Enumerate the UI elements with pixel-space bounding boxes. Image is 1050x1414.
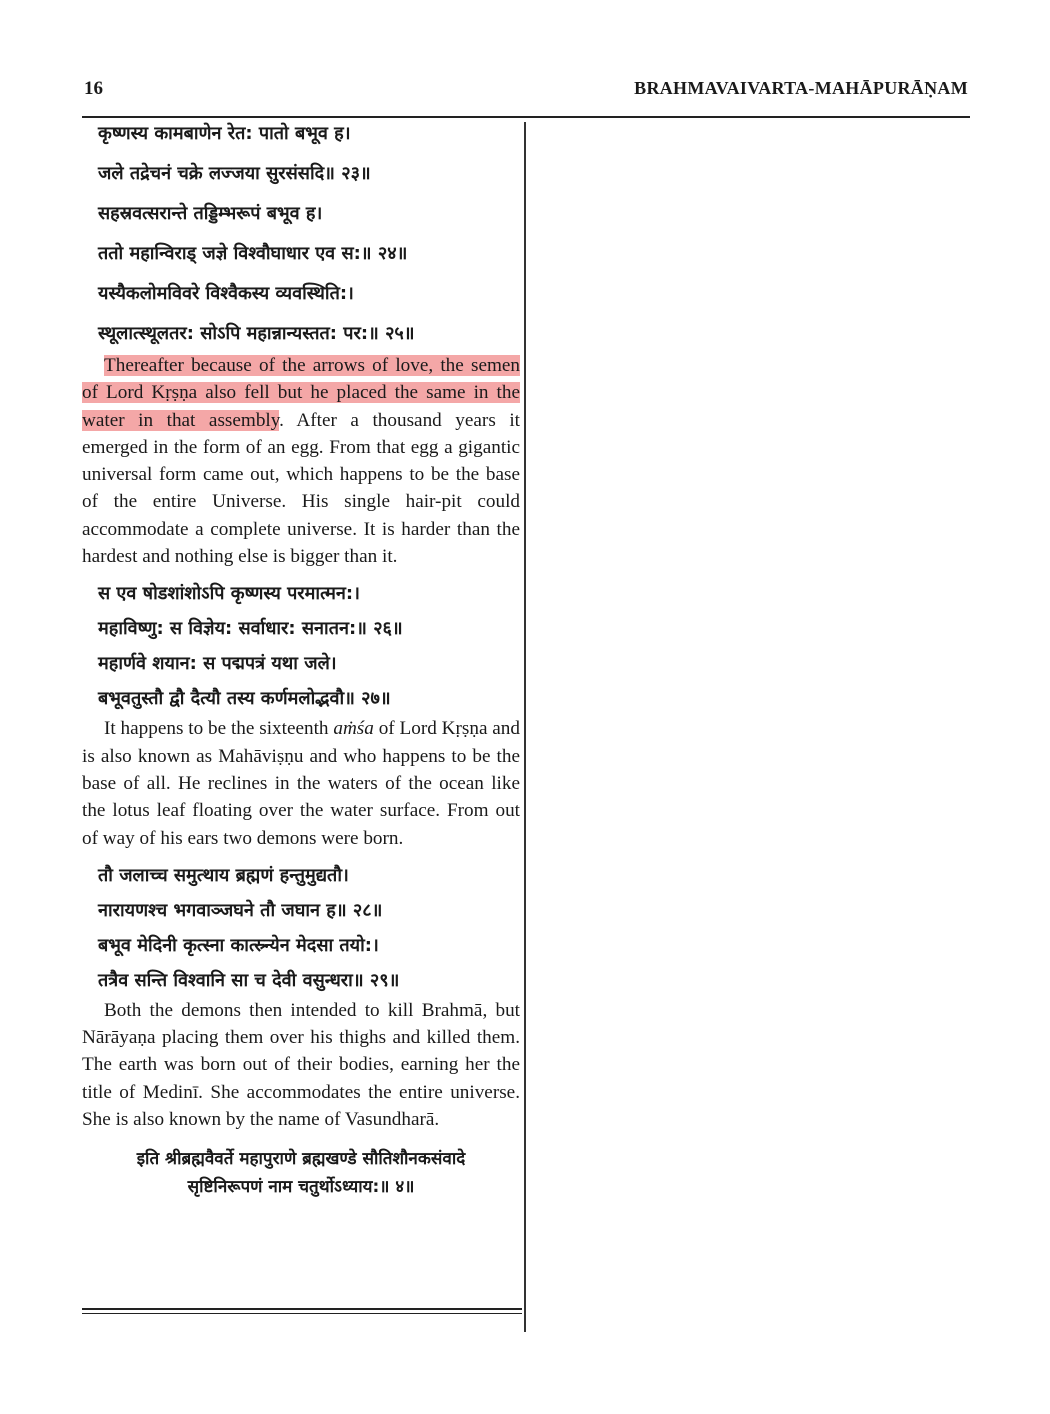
paragraph-text: It happens to be the sixteenth [104,718,334,740]
translation-paragraph-1 [82,352,520,570]
footer-rule [82,1308,522,1310]
sloka-line: यस्यैकलोमविवरे विश्वैकस्य व्यवस्थिति:। [98,283,354,304]
header-rule [82,116,970,118]
italic-term: aṁśa [333,718,374,740]
sloka-line: जले तद्रेचनं चक्रे लज्जया सुरसंसदि॥ २३॥ [98,163,371,184]
column-divider [524,122,526,1332]
translation-paragraph-2 [82,715,520,851]
page-header [82,78,970,104]
sloka-line: नारायणश्च भगवाञ्जघने तौ जघान ह॥ २८॥ [98,899,383,921]
sloka-line: महार्णवे शयान: स पद्मपत्रं यथा जले। [98,653,337,675]
sloka-line: तौ जलाच्च समुत्थाय ब्रह्मणं हन्तुमुद्यतौ। [98,864,349,886]
paragraph-text: of Lord Kṛṣṇa and is also known as Mahāviṣṇu and who happens to be the base of all. He reclines in the waters of the ocean like the lotus leaf floating over the water surface. From out of way of his ears two demons were born. [82,718,520,849]
verse-block-23-25 [82,122,520,346]
translation-paragraph-3: Both the demons then intended to kill Brahmā, but Nārāyaṇa placing them over his thighs and killed them. The earth was born out of their bodies, earning her the title of Medinī. She accommodates the entire universe. She is also known by the name of Vasundharā. [82,999,520,1131]
sloka-line: तत्रैव सन्ति विश्वानि सा च देवी वसुन्धरा॥ २९॥ [98,969,400,991]
highlighted-text: Thereafter because of the arrows of love, the semen of Lord Kṛṣṇa also fell but he placed the same in the water in that assembly [82,355,520,431]
sloka-line: ततो महान्विराड् जज्ञे विश्वौघाधार एव स:॥ २४॥ [98,243,408,264]
verse-block-28-29 [82,864,520,993]
colophon-line: सृष्टिनिरूपणं नाम चतुर्थोऽध्याय:॥ ४॥ [187,1177,415,1198]
sloka-line: स एव षोडशांशोऽपि कृष्णस्य परमात्मन:। [98,583,360,605]
running-title: BRAHMAVAIVARTA-MAHĀPURĀṆAM [634,78,968,98]
sloka-line: बभूव मेदिनी कृत्स्ना कात्स्र्न्येन मेदसा तयो:। [98,934,379,956]
sloka-line: कृष्णस्य कामबाणेन रेत: पातो बभूव ह। [98,123,351,144]
page-number: 16 [84,78,103,99]
footer-rule [82,1313,522,1314]
sloka-line: बभूवतुस्तौ द्वौ दैत्यौ तस्य कर्णमलोद्भवौ॥ २७॥ [98,688,391,710]
sloka-line: महाविष्णु: स विज्ञेय: सर्वाधार: सनातन:॥ २६॥ [98,618,403,640]
sloka-line: स्थूलात्स्थूलतर: सोऽपि महान्नान्यस्तत: पर:॥ २५॥ [98,323,415,344]
text-column [82,122,520,1201]
sloka-line: सहस्रवत्सरान्ते तड्डिम्भरूपं बभूव ह। [98,203,323,224]
paragraph-text: . After a thousand years it emerged in the form of an egg. From that egg a gigantic universal form came out, which happens to be the base of the entire Universe. His single hair-pit could accommodate a complete universe. It is harder than the hardest and nothing else is bigger than it. [82,409,520,568]
verse-block-26-27 [82,582,520,711]
colophon-line: इति श्रीब्रह्मवैवर्ते महापुराणे ब्रह्मखण्डे सौतिशौनकसंवादे [136,1149,466,1170]
chapter-colophon [82,1145,520,1201]
